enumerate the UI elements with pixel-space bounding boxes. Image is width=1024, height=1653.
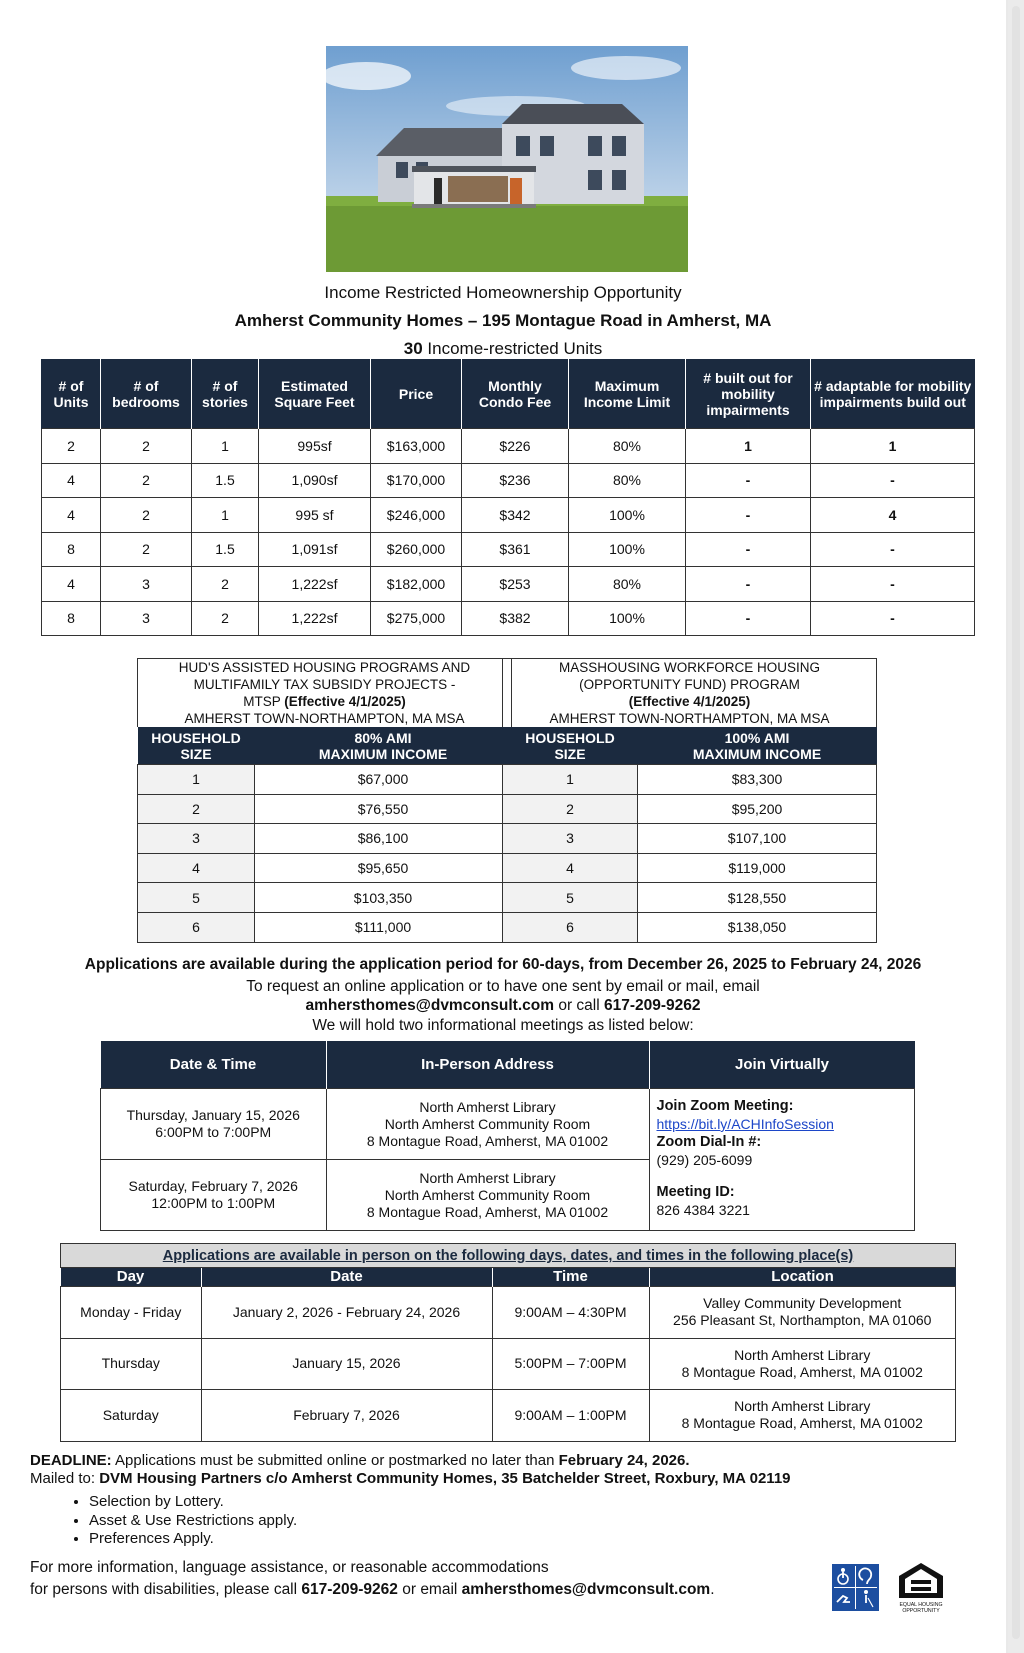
sign-language-icon — [837, 1596, 850, 1602]
cell: $226 — [462, 429, 569, 464]
header-line: HOUSEHOLD — [525, 729, 615, 746]
header-line: HOUSEHOLD — [151, 729, 241, 746]
deadline-text: Applications must be submitted online or postmarked no later than — [111, 1452, 559, 1469]
application-period: Applications are available during the application period for 60-days, from December 26, 2025 to February 24, 2026 — [84, 956, 922, 973]
cell: 3 — [503, 824, 638, 854]
masshousing-income-caption — [502, 658, 877, 727]
zoom-label: Join Zoom Meeting: — [656, 1098, 794, 1114]
cell: 2 — [138, 794, 255, 824]
table-row — [61, 1390, 956, 1442]
footer-phone[interactable]: 617-209-9262 — [301, 1581, 398, 1598]
mailing-label: Mailed to: — [30, 1470, 100, 1487]
deadline-block — [30, 1452, 990, 1488]
cell: 4 — [42, 567, 101, 602]
header-line: MAXIMUM INCOME — [692, 745, 822, 762]
cell: - — [811, 463, 975, 498]
deadline-date: February 24, 2026. — [558, 1452, 690, 1469]
address-line: 8 Montague Road, Amherst, MA 01002 — [366, 1132, 609, 1149]
cell: February 7, 2026 — [201, 1390, 492, 1442]
cell: 3 — [101, 601, 192, 636]
vertical-scrollbar[interactable] — [1008, 0, 1024, 1653]
cell: 1 — [503, 765, 638, 795]
cell: - — [686, 498, 811, 533]
col-max-income — [255, 727, 512, 765]
cell: 1 — [686, 429, 811, 464]
table-row — [138, 883, 512, 913]
cell: - — [686, 601, 811, 636]
meeting-datetime — [101, 1089, 327, 1160]
cell: $107,100 — [638, 824, 877, 854]
masshousing-income-table — [502, 658, 877, 943]
cell: 4 — [42, 463, 101, 498]
address-line: North Amherst Community Room — [384, 1186, 591, 1203]
table-row — [503, 912, 877, 942]
equal-housing-house-icon — [899, 1563, 943, 1598]
cell: $76,550 — [255, 794, 512, 824]
col-day: Day — [61, 1268, 202, 1287]
blind-cane-icon — [864, 1590, 873, 1607]
cell: 995 sf — [259, 498, 371, 533]
list-item: • Asset & Use Restrictions apply. — [89, 1512, 297, 1531]
table-row — [503, 853, 877, 883]
note-text: . — [710, 1581, 715, 1598]
location-line: 8 Montague Road, Amherst, MA 01002 — [681, 1363, 923, 1380]
address-line: 8 Montague Road, Amherst, MA 01002 — [366, 1203, 609, 1220]
caption-line: AMHERST TOWN-NORTHAMPTON, MA MSA — [549, 711, 830, 726]
units-table — [41, 359, 975, 636]
cell: 4 — [138, 853, 255, 883]
in-person-grid — [60, 1268, 956, 1442]
meeting-time: 6:00PM to 7:00PM — [155, 1124, 272, 1140]
cell: 1.5 — [192, 532, 259, 567]
note-line: For more information, language assistance, or reasonable accommodations — [30, 1559, 549, 1576]
cell: 2 — [101, 429, 192, 464]
wheelchair-icon — [838, 1568, 848, 1584]
cell: $170,000 — [371, 463, 462, 498]
meeting-date: Saturday, February 7, 2026 — [128, 1178, 298, 1194]
headline-units — [0, 339, 1006, 359]
cell: Thursday — [61, 1338, 202, 1390]
effective-date: (Effective 4/1/2025) — [284, 694, 406, 709]
meeting-datetime — [101, 1160, 327, 1231]
units-label: Income-restricted Units — [422, 339, 603, 358]
accessibility-logo — [832, 1564, 879, 1611]
meetings-table — [100, 1041, 915, 1231]
col-household-size — [503, 727, 638, 765]
scrollbar-thumb[interactable] — [1012, 6, 1020, 1639]
cell: $236 — [462, 463, 569, 498]
cell: 4 — [503, 853, 638, 883]
col-units: # of Units — [42, 359, 101, 429]
cell: 2 — [101, 463, 192, 498]
cell: $119,000 — [638, 853, 877, 883]
cell: - — [811, 601, 975, 636]
location-line: 256 Pleasant St, Northampton, MA 01060 — [673, 1312, 932, 1329]
cell: 100% — [569, 532, 686, 567]
header-line: 80% AMI — [354, 729, 412, 746]
cell: 8 — [42, 601, 101, 636]
cell: Saturday — [61, 1390, 202, 1442]
contact-text: or call — [554, 997, 604, 1014]
address-line: North Amherst Library — [419, 1169, 556, 1186]
cell: 1 — [811, 429, 975, 464]
cell: $361 — [462, 532, 569, 567]
cell: 1,091sf — [259, 532, 371, 567]
cell: 80% — [569, 429, 686, 464]
cell: 1 — [192, 498, 259, 533]
location-line: North Amherst Library — [734, 1398, 871, 1415]
col-virtual: Join Virtually — [649, 1041, 915, 1089]
table-row — [42, 498, 975, 533]
accommodations-note — [30, 1557, 715, 1601]
col-adaptable: # adaptable for mobility impairments build out — [811, 359, 975, 429]
caption-text: MTSP — [243, 694, 285, 709]
meeting-address — [326, 1160, 649, 1231]
cell: 2 — [101, 532, 192, 567]
cell: 80% — [569, 463, 686, 498]
table-row — [42, 567, 975, 602]
note-line — [30, 1579, 715, 1601]
table-row — [101, 1089, 915, 1160]
table-row — [503, 794, 877, 824]
footer-email-link[interactable]: amhersthomes@dvmconsult.com — [461, 1581, 711, 1598]
headline-opportunity: Income Restricted Homeownership Opportunity — [324, 283, 682, 302]
cell: 3 — [101, 567, 192, 602]
mailing-line — [30, 1470, 990, 1488]
conditions-list — [60, 1493, 297, 1549]
cell: - — [811, 532, 975, 567]
cell: 100% — [569, 601, 686, 636]
header-line: SIZE — [554, 745, 586, 762]
table-row — [503, 765, 877, 795]
units-count: 30 — [403, 339, 423, 358]
cell: Monday - Friday — [61, 1287, 202, 1339]
contact-phone[interactable]: 617-209-9262 — [603, 997, 701, 1014]
cell: 2 — [42, 429, 101, 464]
cell — [649, 1287, 956, 1339]
col-time: Time — [492, 1268, 649, 1287]
cell — [649, 1390, 956, 1442]
cell: $182,000 — [371, 567, 462, 602]
units-table-header — [42, 359, 975, 429]
col-address: In-Person Address — [326, 1041, 649, 1089]
eho-line1: EQUAL HOUSING — [899, 1602, 943, 1608]
col-bedrooms: # of bedrooms — [101, 359, 192, 429]
cell: $95,200 — [638, 794, 877, 824]
hud-income-caption — [137, 658, 512, 727]
cell: $253 — [462, 567, 569, 602]
cell: - — [811, 567, 975, 602]
dialin-number: (929) 205-6099 — [656, 1152, 753, 1168]
cell: 2 — [192, 567, 259, 602]
hud-income-table — [137, 658, 512, 943]
header-line: MAXIMUM INCOME — [318, 745, 448, 762]
cell: $342 — [462, 498, 569, 533]
table-row — [61, 1338, 956, 1390]
mailing-address: DVM Housing Partners c/o Amherst Community Homes, 35 Batchelder Street, Roxbury, MA 02119 — [99, 1470, 791, 1487]
headline-project: Amherst Community Homes – 195 Montague Road in Amherst, MA — [234, 311, 772, 330]
col-square-feet: Estimated Square Feet — [259, 359, 371, 429]
cell: 8 — [42, 532, 101, 567]
cell: 100% — [569, 498, 686, 533]
cell — [649, 1338, 956, 1390]
cell: $67,000 — [255, 765, 512, 795]
zoom-link[interactable]: https://bit.ly/ACHInfoSession — [656, 1116, 834, 1132]
table-row — [42, 429, 975, 464]
cell: January 2, 2026 - February 24, 2026 — [201, 1287, 492, 1339]
dialin-label: Zoom Dial-In #: — [656, 1134, 762, 1150]
col-max-income — [638, 727, 877, 765]
table-row — [42, 601, 975, 636]
cell: $246,000 — [371, 498, 462, 533]
col-built-out: # built out for mobility impairments — [686, 359, 811, 429]
hud-income-grid — [137, 727, 512, 943]
cell: 2 — [192, 601, 259, 636]
assistive-listening-icon — [859, 1568, 871, 1584]
meeting-id-label: Meeting ID: — [656, 1184, 735, 1200]
col-date-time: Date & Time — [101, 1041, 327, 1089]
cell: $382 — [462, 601, 569, 636]
meeting-date: Thursday, January 15, 2026 — [126, 1107, 300, 1123]
cell: January 15, 2026 — [201, 1338, 492, 1390]
house-illustration — [326, 46, 688, 272]
cell: $111,000 — [255, 912, 512, 942]
note-text: for persons with disabilities, please call — [30, 1581, 302, 1598]
header-line: SIZE — [180, 745, 212, 762]
table-row — [42, 463, 975, 498]
col-household-size — [138, 727, 255, 765]
contact-email-link[interactable]: amhersthomes@dvmconsult.com — [305, 997, 555, 1014]
address-line: North Amherst Community Room — [384, 1115, 591, 1132]
cell: 9:00AM – 1:00PM — [492, 1390, 649, 1442]
note-text: or email — [397, 1581, 462, 1598]
cell: 6 — [138, 912, 255, 942]
caption-line — [138, 693, 511, 710]
list-item: • Preferences Apply. — [89, 1530, 297, 1549]
cell: $138,050 — [638, 912, 877, 942]
equal-housing-logo — [893, 1560, 949, 1616]
cell: 6 — [503, 912, 638, 942]
cell: - — [686, 463, 811, 498]
cell: $260,000 — [371, 532, 462, 567]
cell: 80% — [569, 567, 686, 602]
cell: 4 — [811, 498, 975, 533]
table-row — [503, 824, 877, 854]
header-line: 100% AMI — [724, 729, 790, 746]
meeting-time: 12:00PM to 1:00PM — [151, 1195, 276, 1211]
eho-line2: OPPORTUNITY — [902, 1608, 940, 1614]
cell: $83,300 — [638, 765, 877, 795]
caption-line: HUD'S ASSISTED HOUSING PROGRAMS AND — [178, 660, 471, 675]
table-row — [42, 532, 975, 567]
cell: 9:00AM – 4:30PM — [492, 1287, 649, 1339]
caption-line: MASSHOUSING WORKFORCE HOUSING — [558, 660, 820, 675]
cell: 1 — [138, 765, 255, 795]
cell: 995sf — [259, 429, 371, 464]
caption-line: (OPPORTUNITY FUND) PROGRAM — [579, 677, 800, 692]
cell: $103,350 — [255, 883, 512, 913]
list-item: • Selection by Lottery. — [89, 1493, 297, 1512]
caption-line: AMHERST TOWN-NORTHAMPTON, MA MSA — [184, 711, 465, 726]
in-person-table — [60, 1243, 956, 1442]
cell: - — [686, 532, 811, 567]
cell: 1.5 — [192, 463, 259, 498]
location-line: Valley Community Development — [703, 1295, 902, 1312]
masshousing-income-grid — [502, 727, 877, 943]
col-location: Location — [649, 1268, 956, 1287]
table-row — [138, 912, 512, 942]
cell: 1,090sf — [259, 463, 371, 498]
table-row — [503, 883, 877, 913]
cell: 5:00PM – 7:00PM — [492, 1338, 649, 1390]
cell: 1 — [192, 429, 259, 464]
in-person-title: Applications are available in person on the following days, dates, and times in the following place(s) — [60, 1243, 956, 1268]
location-line: North Amherst Library — [734, 1346, 871, 1363]
cell: 5 — [503, 883, 638, 913]
deadline-line — [30, 1452, 990, 1470]
cell: 1,222sf — [259, 567, 371, 602]
cell: - — [686, 567, 811, 602]
cell: $86,100 — [255, 824, 512, 854]
effective-date: (Effective 4/1/2025) — [628, 694, 751, 709]
zoom-details — [649, 1089, 915, 1231]
table-row — [138, 794, 512, 824]
cell: $128,550 — [638, 883, 877, 913]
col-condo-fee: Monthly Condo Fee — [462, 359, 569, 429]
col-price: Price — [371, 359, 462, 429]
caption-line: MULTIFAMILY TAX SUBSIDY PROJECTS - — [193, 677, 456, 692]
table-row — [138, 853, 512, 883]
cell: 5 — [138, 883, 255, 913]
col-income-limit: Maximum Income Limit — [569, 359, 686, 429]
address-line: North Amherst Library — [419, 1098, 556, 1115]
meeting-id: 826 4384 3221 — [656, 1202, 750, 1218]
cell: $95,650 — [255, 853, 512, 883]
deadline-label: DEADLINE: — [30, 1452, 112, 1469]
table-row — [138, 765, 512, 795]
table-row — [138, 824, 512, 854]
cell: 1,222sf — [259, 601, 371, 636]
col-date: Date — [201, 1268, 492, 1287]
request-instructions: To request an online application or to have one sent by email or mail, email — [246, 978, 760, 995]
meetings-intro: We will hold two informational meetings as listed below: — [312, 1017, 694, 1034]
contact-line — [0, 997, 1006, 1015]
col-stories: # of stories — [192, 359, 259, 429]
cell: $275,000 — [371, 601, 462, 636]
cell: 3 — [138, 824, 255, 854]
table-row — [61, 1287, 956, 1339]
cell: 4 — [42, 498, 101, 533]
cell: 2 — [503, 794, 638, 824]
cell: 2 — [101, 498, 192, 533]
cell: $163,000 — [371, 429, 462, 464]
meeting-address — [326, 1089, 649, 1160]
location-line: 8 Montague Road, Amherst, MA 01002 — [681, 1415, 923, 1432]
